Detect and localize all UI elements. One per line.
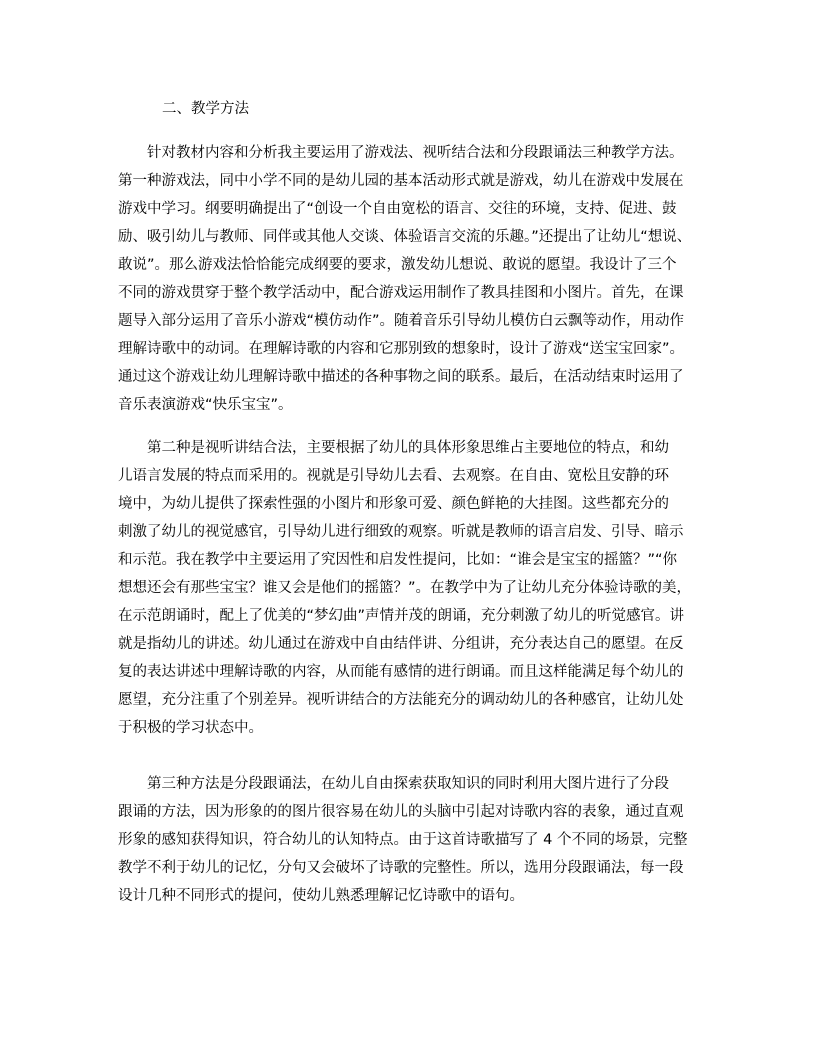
text-line: 励、吸引幼儿与教师、同伴或其他人交谈、体验语言交流的乐趣。”还提出了让幼儿“想说、 — [118, 229, 692, 245]
paragraph-game-method — [118, 139, 708, 419]
text-line: 跟诵的方法，因为形象的的图片很容易在幼儿的头脑中引起对诗歌内容的表象，通过直观 — [118, 804, 684, 820]
text-line: 形象的感知获得知识，符合幼儿的认知特点。由于这首诗歌描写了 4 个不同的场景，完整 — [118, 832, 688, 848]
text-line: 敢说”。那么游戏法恰恰能完成纲要的要求，激发幼儿想说、敢说的愿望。我设计了三个 — [118, 257, 677, 273]
text-line: 复的表达讲述中理解诗歌的内容，从而能有感情的进行朗诵。而且这样能满足每个幼儿的 — [118, 664, 684, 680]
text-line: 设计几种不同形式的提问，使幼儿熟悉理解记忆诗歌中的语句。 — [118, 888, 524, 904]
text-line: 理解诗歌中的动词。在理解诗歌的内容和它那别致的想象时，设计了游戏“送宝宝回家”。 — [118, 341, 685, 357]
text-line: 针对教材内容和分析我主要运用了游戏法、视听结合法和分段跟诵法三种教学方法。 — [118, 145, 684, 161]
text-line: 第一种游戏法，同中小学不同的是幼儿园的基本活动形式就是游戏，幼儿在游戏中发展在 — [118, 173, 684, 189]
text-line: 刺激了幼儿的视觉感官，引导幼儿进行细致的观察。听就是教师的语言启发、引导、暗示 — [118, 524, 684, 540]
paragraph-audiovisual-method — [118, 434, 708, 742]
text-line: 想想还会有那些宝宝？谁又会是他们的摇篮？”。在教学中为了让幼儿充分体验诗歌的美， — [118, 580, 692, 596]
text-line: 音乐表演游戏“快乐宝宝”。 — [118, 397, 293, 413]
text-line: 不同的游戏贯穿于整个教学活动中，配合游戏运用制作了教具挂图和小图片。首先，在课 — [118, 285, 684, 301]
text-line: 境中，为幼儿提供了探索性强的小图片和形象可爱、颜色鲜艳的大挂图。这些都充分的 — [118, 496, 669, 512]
text-line: 就是指幼儿的讲述。幼儿通过在游戏中自由结伴讲、分组讲，充分表达自己的愿望。在反 — [118, 636, 684, 652]
paragraph-recitation-method — [118, 770, 708, 910]
text-line: 和示范。我在教学中主要运用了究因性和启发性提问，比如：“谁会是宝宝的摇篮？”“你 — [118, 552, 678, 568]
text-line: 第三种方法是分段跟诵法，在幼儿自由探索获取知识的同时利用大图片进行了分段 — [118, 776, 669, 792]
text-line: 题导入部分运用了音乐小游戏“模仿动作”。随着音乐引导幼儿模仿白云飘等动作，用动作 — [118, 313, 685, 329]
text-line: 在示范朗诵时，配上了优美的“梦幻曲”声情并茂的朗诵，充分刺激了幼儿的听觉感官。讲 — [118, 608, 685, 624]
text-line: 游戏中学习。纲要明确提出了“创设一个自由宽松的语言、交往的环境，支持、促进、鼓 — [118, 201, 677, 217]
text-line: 通过这个游戏让幼儿理解诗歌中描述的各种事物之间的联系。最后，在活动结束时运用了 — [118, 369, 684, 385]
text-line: 儿语言发展的特点而采用的。视就是引导幼儿去看、去观察。在自由、宽松且安静的环 — [118, 468, 669, 484]
text-line: 愿望，充分注重了个别差异。视听讲结合的方法能充分的调动幼儿的各种感官，让幼儿处 — [118, 692, 684, 708]
text-line: 教学不利于幼儿的记忆，分句又会破坏了诗歌的完整性。所以，选用分段跟诵法，每一段 — [118, 860, 684, 876]
section-heading: 二、教学方法 — [162, 101, 249, 117]
text-line: 第二种是视听讲结合法，主要根据了幼儿的具体形象思维占主要地位的特点，和幼 — [118, 440, 669, 456]
text-line: 于积极的学习状态中。 — [118, 720, 263, 736]
